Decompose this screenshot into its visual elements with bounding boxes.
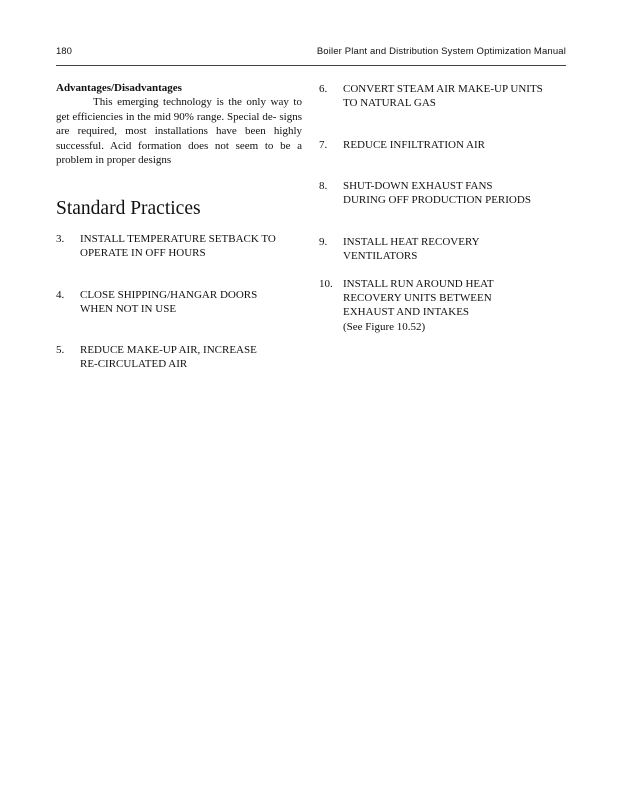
item-line: (See Figure 10.52) <box>343 320 426 333</box>
advantages-heading: Advantages/Disadvantages <box>56 82 182 94</box>
item-number: 3. <box>56 233 65 245</box>
item-number: 9. <box>319 236 328 248</box>
running-title: Boiler Plant and Distribution System Optimization Manual <box>316 46 566 57</box>
item-line: INSTALL RUN AROUND HEAT <box>343 278 494 290</box>
item-text <box>80 343 302 371</box>
page-header <box>56 46 566 62</box>
advantages-line: get efficiencies in the mid 90% range. Special de- <box>56 110 277 123</box>
item-line: CLOSE SHIPPING/HANGAR DOORS <box>80 289 258 301</box>
left-column <box>56 82 303 371</box>
item-text <box>343 235 567 263</box>
advantages-line: This emerging technology is the only way to <box>93 96 302 108</box>
item-line: REDUCE MAKE-UP AIR, INCREASE <box>80 344 257 356</box>
item-text <box>343 179 567 207</box>
item-number: 5. <box>56 344 65 356</box>
item-line: INSTALL TEMPERATURE SETBACK TO <box>80 233 276 245</box>
item-line: OPERATE IN OFF HOURS <box>80 247 206 260</box>
section-title: Standard Practices <box>56 198 201 219</box>
advantages-line: to be a problem in proper designs <box>56 139 302 167</box>
item-text <box>343 138 567 152</box>
item-line: TO NATURAL GAS <box>343 97 436 110</box>
item-number: 8. <box>319 180 328 192</box>
item-line: REDUCE INFILTRATION AIR <box>343 139 485 151</box>
item-line: DURING OFF PRODUCTION PERIODS <box>343 194 531 207</box>
item-text <box>343 82 567 110</box>
item-line: SHUT-DOWN EXHAUST FANS <box>343 180 493 192</box>
advantages-line: highly successful. Acid formation does not seem <box>56 125 303 152</box>
header-rule <box>56 65 566 66</box>
item-line: EXHAUST AND INTAKES <box>343 306 470 319</box>
item-number: 4. <box>56 289 65 301</box>
page-number: 180 <box>56 46 72 57</box>
item-line: RECOVERY UNITS BETWEEN <box>343 292 492 305</box>
item-number: 7. <box>319 139 328 151</box>
item-text <box>80 232 302 260</box>
item-line: INSTALL HEAT RECOVERY <box>343 236 480 248</box>
item-text <box>80 288 302 316</box>
advantages-paragraph <box>56 95 302 168</box>
advantages-line: signs are required, most installations have been <box>56 110 302 138</box>
item-line: CONVERT STEAM AIR MAKE-UP UNITS <box>343 83 543 95</box>
item-number: 6. <box>319 83 328 95</box>
item-text <box>343 277 567 334</box>
item-number: 10. <box>319 278 333 290</box>
item-line: VENTILATORS <box>343 250 418 263</box>
item-line: RE-CIRCULATED AIR <box>80 358 188 371</box>
item-line: WHEN NOT IN USE <box>80 303 177 316</box>
